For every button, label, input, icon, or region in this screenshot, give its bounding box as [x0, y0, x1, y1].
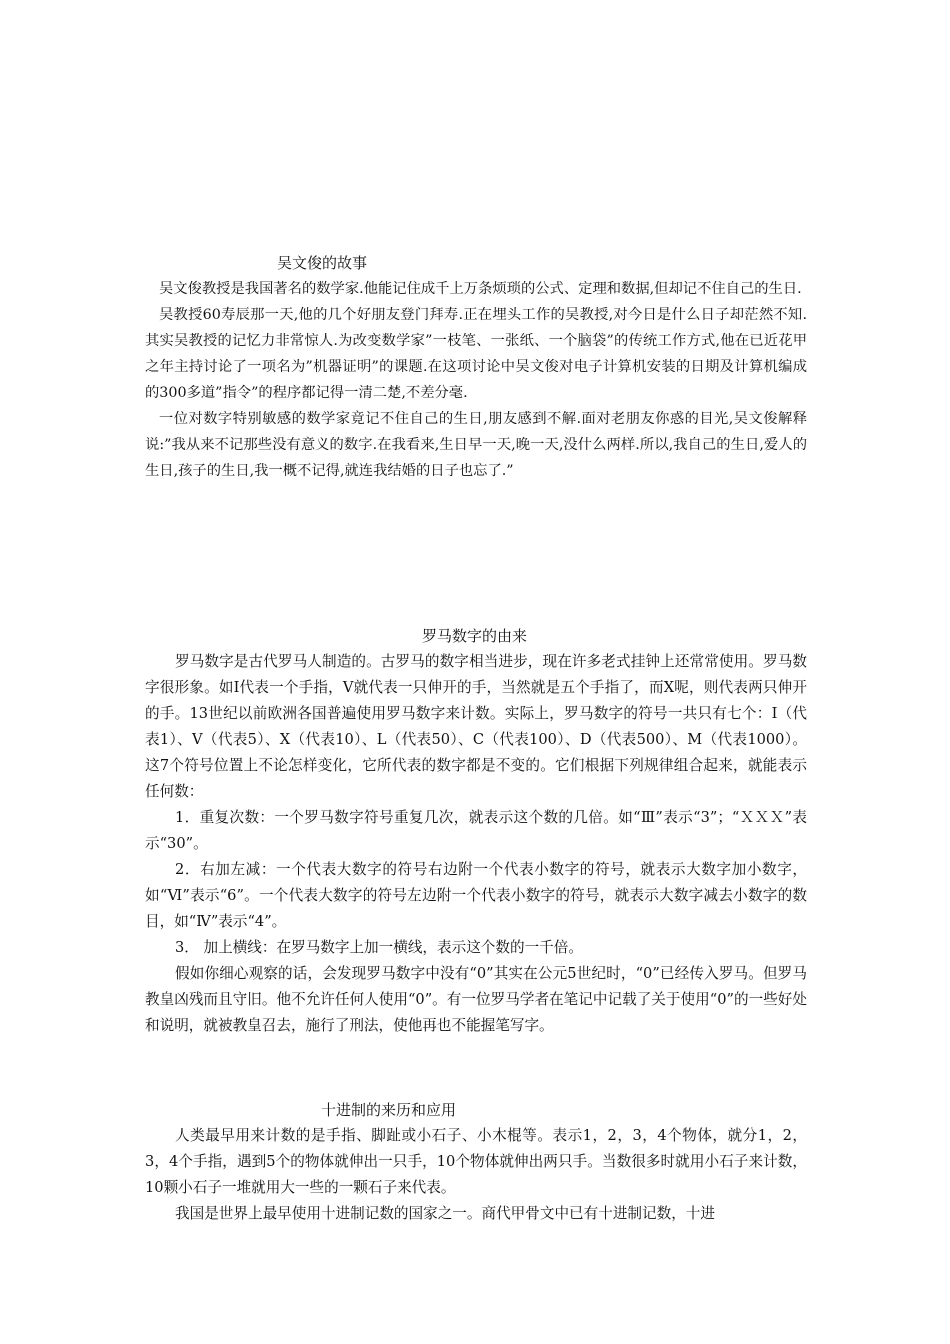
- story-title: 十进制的来历和应用: [321, 1101, 457, 1119]
- story-paragraph: 罗马数字是古代罗马人制造的。古罗马的数字相当进步，现在许多老式挂钟上还常常使用。罗马数字很形象。如I代表一个手指，V就代表一只伸开的手，当然就是五个手指了，而X呢，则代表两只伸开的手。13世纪以前欧洲各国普遍使用罗马数字来计数。实际上，罗马数字的符号一共只有七个：I（代表1）、V（代表5）、X（代表10）、L（代表50）、C（代表100）、D（代表500）、M（代表1000）。这7个符号位置上不论怎样变化，它所代表的数字都是不变的。它们根据下列规律组合起来，就能表示任何数：: [145, 653, 807, 800]
- story-wu-wenjun: [145, 250, 807, 484]
- story-paragraph: 1．重复次数：一个罗马数字符号重复几次，就表示这个数的几倍。如“Ⅲ”表示“3”；“ＸＸＸ”表示“30”。: [145, 809, 807, 852]
- story-decimal-system: [145, 1097, 807, 1227]
- story-paragraph: 吴文俊教授是我国著名的数学家.他能记住成千上万条烦琐的公式、定理和数据,但却记不住自己的生日.: [159, 281, 802, 297]
- story-paragraph: 2．右加左减：一个代表大数字的符号右边附一个代表小数字的符号，就表示大数字加小数字，如“Ⅵ”表示“6”。一个代表大数字的符号左边附一个代表小数字的符号，就表示大数字减去小数字的数目，如“Ⅳ”表示“4”。: [145, 861, 807, 930]
- story-paragraph: 一位对数字特别敏感的数学家竟记不住自己的生日,朋友感到不解.面对老朋友你惑的目光,吴文俊解释说:”我从来不记那些没有意义的数字.在我看来,生日早一天,晚一天,没什么两样.所以,我自己的生日,爱人的生日,孩子的生日,我一概不记得,就连我结婚的日子也忘了.”: [145, 411, 807, 479]
- story-title: 罗马数字的由来: [422, 627, 528, 645]
- story-roman-numerals: [145, 623, 807, 1039]
- story-paragraph: 吴教授60寿辰那一天,他的几个好朋友登门拜寿.正在埋头工作的吴教授,对今日是什么日子却茫然不知.其实吴教授的记忆力非常惊人.为改变数学家”一枝笔、一张纸、一个脑袋”的传统工作方式,他在已近花甲之年主持讨论了一项名为”机器证明”的课题.在这项讨论中吴文俊对电子计算机安装的日期及计算机编成的300多道”指令”的程序都记得一清二楚,不差分毫.: [145, 307, 807, 401]
- story-paragraph: 人类最早用来计数的是手指、脚趾或小石子、小木棍等。表示1，2，3，4个物体，就分1，2，3，4个手指，遇到5个的物体就伸出一只手，10个物体就伸出两只手。当数很多时就用小石子来计数，10颗小石子一堆就用大一些的一颗石子来代表。: [145, 1127, 807, 1196]
- story-title: 吴文俊的故事: [277, 254, 368, 272]
- story-paragraph: 假如你细心观察的话，会发现罗马数字中没有“0”其实在公元5世纪时，“0”已经传入罗马。但罗马教皇凶残而且守旧。他不允许任何人使用“0”。有一位罗马学者在笔记中记载了关于使用“0”的一些好处和说明，就被教皇召去，施行了刑法，使他再也不能握笔写字。: [145, 965, 807, 1034]
- story-paragraph: 3． 加上横线：在罗马数字上加一横线，表示这个数的一千倍。: [175, 939, 583, 956]
- story-paragraph: 我国是世界上最早使用十进制记数的国家之一。商代甲骨文中已有十进制记数，十进: [175, 1205, 715, 1222]
